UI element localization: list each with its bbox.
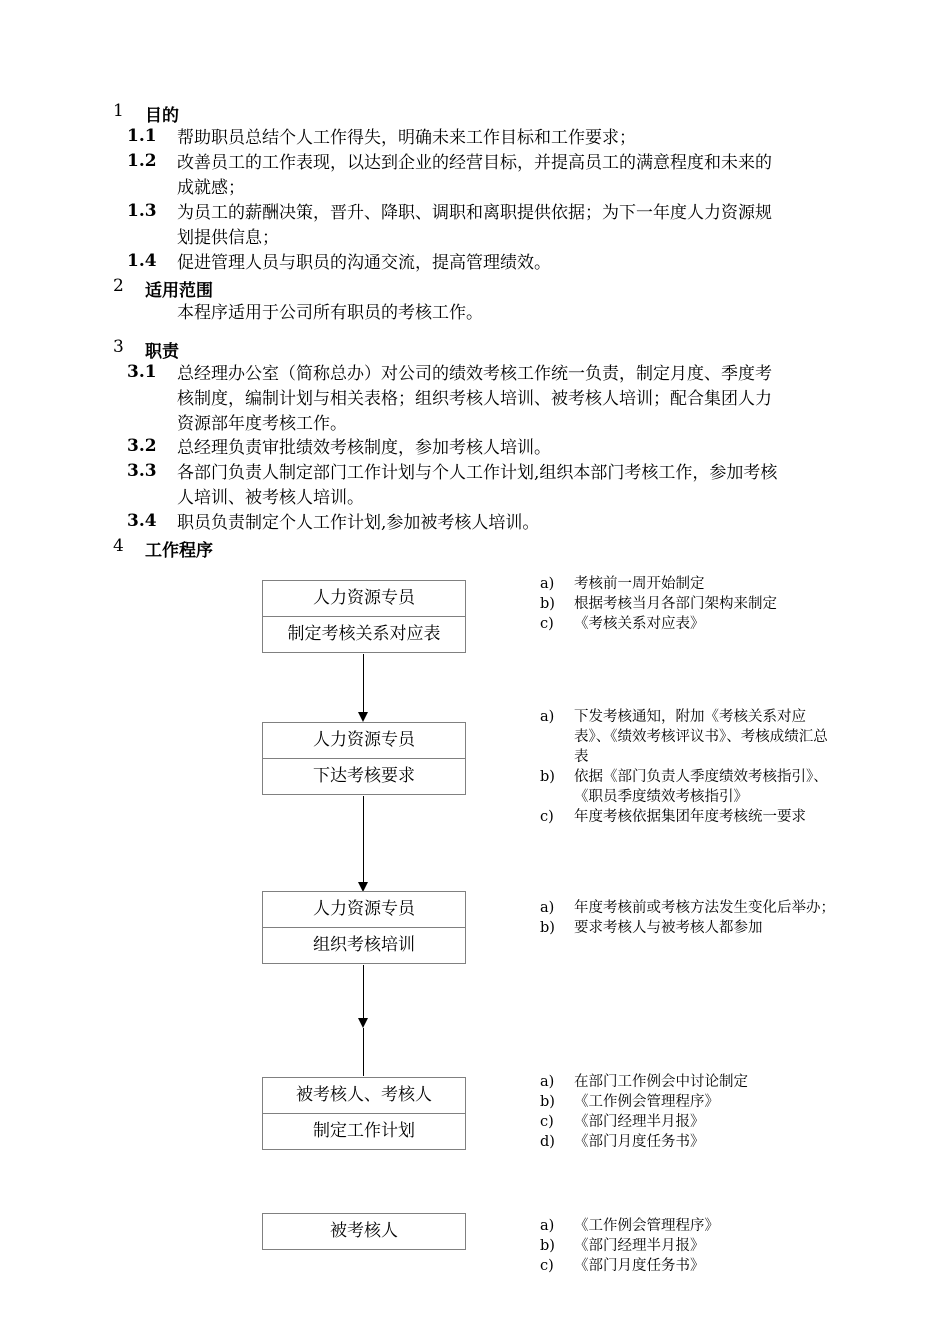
item-text <box>177 461 862 511</box>
item-number: 1.1 <box>127 126 157 146</box>
item-number: 1.3 <box>127 201 157 221</box>
section-title-duties: 职责 <box>145 342 179 362</box>
note-text: 依据《部门负责人季度绩效考核指引》、《职员季度绩效考核指引》 <box>574 769 828 805</box>
note-label: c) <box>540 809 554 825</box>
note-label: b) <box>540 769 555 785</box>
note-item <box>540 1236 840 1256</box>
flow-step-action: 下达考核要求 <box>263 758 465 794</box>
flow-step-role: 被考核人 <box>330 1221 398 1241</box>
note-item <box>540 1256 840 1276</box>
text-line: 职员负责制定个人工作计划,参加被考核人培训。 <box>177 513 540 533</box>
flow-connector <box>363 654 364 712</box>
section-title-purpose: 目的 <box>145 106 179 126</box>
flow-step-role: 被考核人、考核人 <box>296 1085 432 1105</box>
text-line: 划提供信息； <box>177 228 279 248</box>
item-text <box>177 362 862 437</box>
note-label: b) <box>540 596 555 612</box>
note-label: a) <box>540 576 555 592</box>
note-item <box>540 707 840 767</box>
item-text <box>177 511 862 536</box>
item-text <box>177 201 862 251</box>
arrow-down-icon <box>358 1018 368 1028</box>
note-item <box>540 1216 840 1236</box>
note-item <box>540 1112 840 1132</box>
flow-step-role: 人力资源专员 <box>313 899 415 919</box>
text-line: 帮助职员总结个人工作得失，明确未来工作目标和工作要求； <box>177 128 636 148</box>
note-label: b) <box>540 1094 555 1110</box>
text-line: 各部门负责人制定部门工作计划与个人工作计划,组织本部门考核工作，参加考核 <box>177 463 778 483</box>
note-text: 下发考核通知，附加《考核关系对应表》、《绩效考核评议书》、考核成绩汇总表 <box>574 709 828 765</box>
note-text: 《部门经理半月报》 <box>574 1238 705 1254</box>
flow-step-role: 人力资源专员 <box>313 588 415 608</box>
note-item <box>540 918 840 938</box>
note-label: c) <box>540 616 554 632</box>
item-text <box>177 126 862 151</box>
flow-step-notes <box>540 1072 840 1152</box>
note-label: b) <box>540 1238 555 1254</box>
note-text: 要求考核人与被考核人都参加 <box>574 920 763 936</box>
flow-step-box <box>262 722 466 795</box>
note-label: c) <box>540 1114 554 1130</box>
item-number: 1.4 <box>127 251 157 271</box>
flow-step-notes <box>540 574 840 634</box>
item-text <box>177 251 862 276</box>
note-item <box>540 1072 840 1092</box>
arrow-down-icon <box>358 712 368 722</box>
scope-text: 本程序适用于公司所有职员的考核工作。 <box>177 303 483 323</box>
flow-connector <box>363 796 364 882</box>
note-item <box>540 574 840 594</box>
text-line: 核制度，编制计划与相关表格；组织考核人培训、被考核人培训；配合集团人力 <box>177 389 772 409</box>
section-number: 2 <box>113 276 124 296</box>
item-number: 3.3 <box>127 461 157 481</box>
item-number: 3.4 <box>127 511 157 531</box>
note-label: d) <box>540 1134 555 1150</box>
section-number: 1 <box>113 101 124 121</box>
flow-step-action: 制定考核关系对应表 <box>263 616 465 652</box>
flow-step-action: 制定工作计划 <box>263 1113 465 1149</box>
flow-step-box <box>262 1213 466 1250</box>
note-item <box>540 767 840 807</box>
text-line: 成就感； <box>177 178 245 198</box>
item-number: 1.2 <box>127 151 157 171</box>
note-item <box>540 1132 840 1152</box>
item-text <box>177 436 862 461</box>
text-line: 资源部年度考核工作。 <box>177 414 347 434</box>
flow-step-notes <box>540 707 840 827</box>
note-text: 《部门经理半月报》 <box>574 1114 705 1130</box>
note-item <box>540 898 840 918</box>
note-text: 《考核关系对应表》 <box>574 616 705 632</box>
note-text: 在部门工作例会中讨论制定 <box>574 1074 748 1090</box>
flow-connector <box>363 965 364 1018</box>
section-title-procedure: 工作程序 <box>145 541 213 561</box>
note-item <box>540 614 840 634</box>
section-number: 4 <box>113 536 124 556</box>
note-label: a) <box>540 1074 555 1090</box>
section-title-scope: 适用范围 <box>145 281 213 301</box>
flow-step-box <box>262 1077 466 1150</box>
text-line: 总经理负责审批绩效考核制度，参加考核人培训。 <box>177 438 551 458</box>
text-line: 人培训、被考核人培训。 <box>177 488 364 508</box>
flow-step-box <box>262 580 466 653</box>
note-text: 考核前一周开始制定 <box>574 576 705 592</box>
item-text <box>177 151 862 201</box>
flow-step-notes <box>540 898 840 938</box>
note-text: 年度考核前或考核方法发生变化后举办； <box>574 900 835 916</box>
note-label: a) <box>540 1218 555 1234</box>
note-text: 《部门月度任务书》 <box>574 1134 705 1150</box>
note-label: a) <box>540 900 555 916</box>
flow-step-action: 组织考核培训 <box>263 927 465 963</box>
text-line: 改善员工的工作表现，以达到企业的经营目标，并提高员工的满意程度和未来的 <box>177 153 772 173</box>
flow-step-role: 人力资源专员 <box>313 730 415 750</box>
text-line: 为员工的薪酬决策，晋升、降职、调职和离职提供依据；为下一年度人力资源规 <box>177 203 772 223</box>
note-text: 《部门月度任务书》 <box>574 1258 705 1274</box>
text-line: 总经理办公室（简称总办）对公司的绩效考核工作统一负责，制定月度、季度考 <box>177 364 772 384</box>
item-number: 3.2 <box>127 436 157 456</box>
flow-connector <box>363 1028 364 1076</box>
note-item <box>540 1092 840 1112</box>
section-number: 3 <box>113 337 124 357</box>
note-item <box>540 594 840 614</box>
note-text: 《工作例会管理程序》 <box>574 1218 719 1234</box>
note-text: 《工作例会管理程序》 <box>574 1094 719 1110</box>
text-line: 促进管理人员与职员的沟通交流，提高管理绩效。 <box>177 253 551 273</box>
note-label: b) <box>540 920 555 936</box>
item-number: 3.1 <box>127 362 157 382</box>
flow-step-box <box>262 891 466 964</box>
note-label: a) <box>540 709 555 725</box>
note-label: c) <box>540 1258 554 1274</box>
note-text: 年度考核依据集团年度考核统一要求 <box>574 809 806 825</box>
note-text: 根据考核当月各部门架构来制定 <box>574 596 777 612</box>
flow-step-notes <box>540 1216 840 1276</box>
note-item <box>540 807 840 827</box>
